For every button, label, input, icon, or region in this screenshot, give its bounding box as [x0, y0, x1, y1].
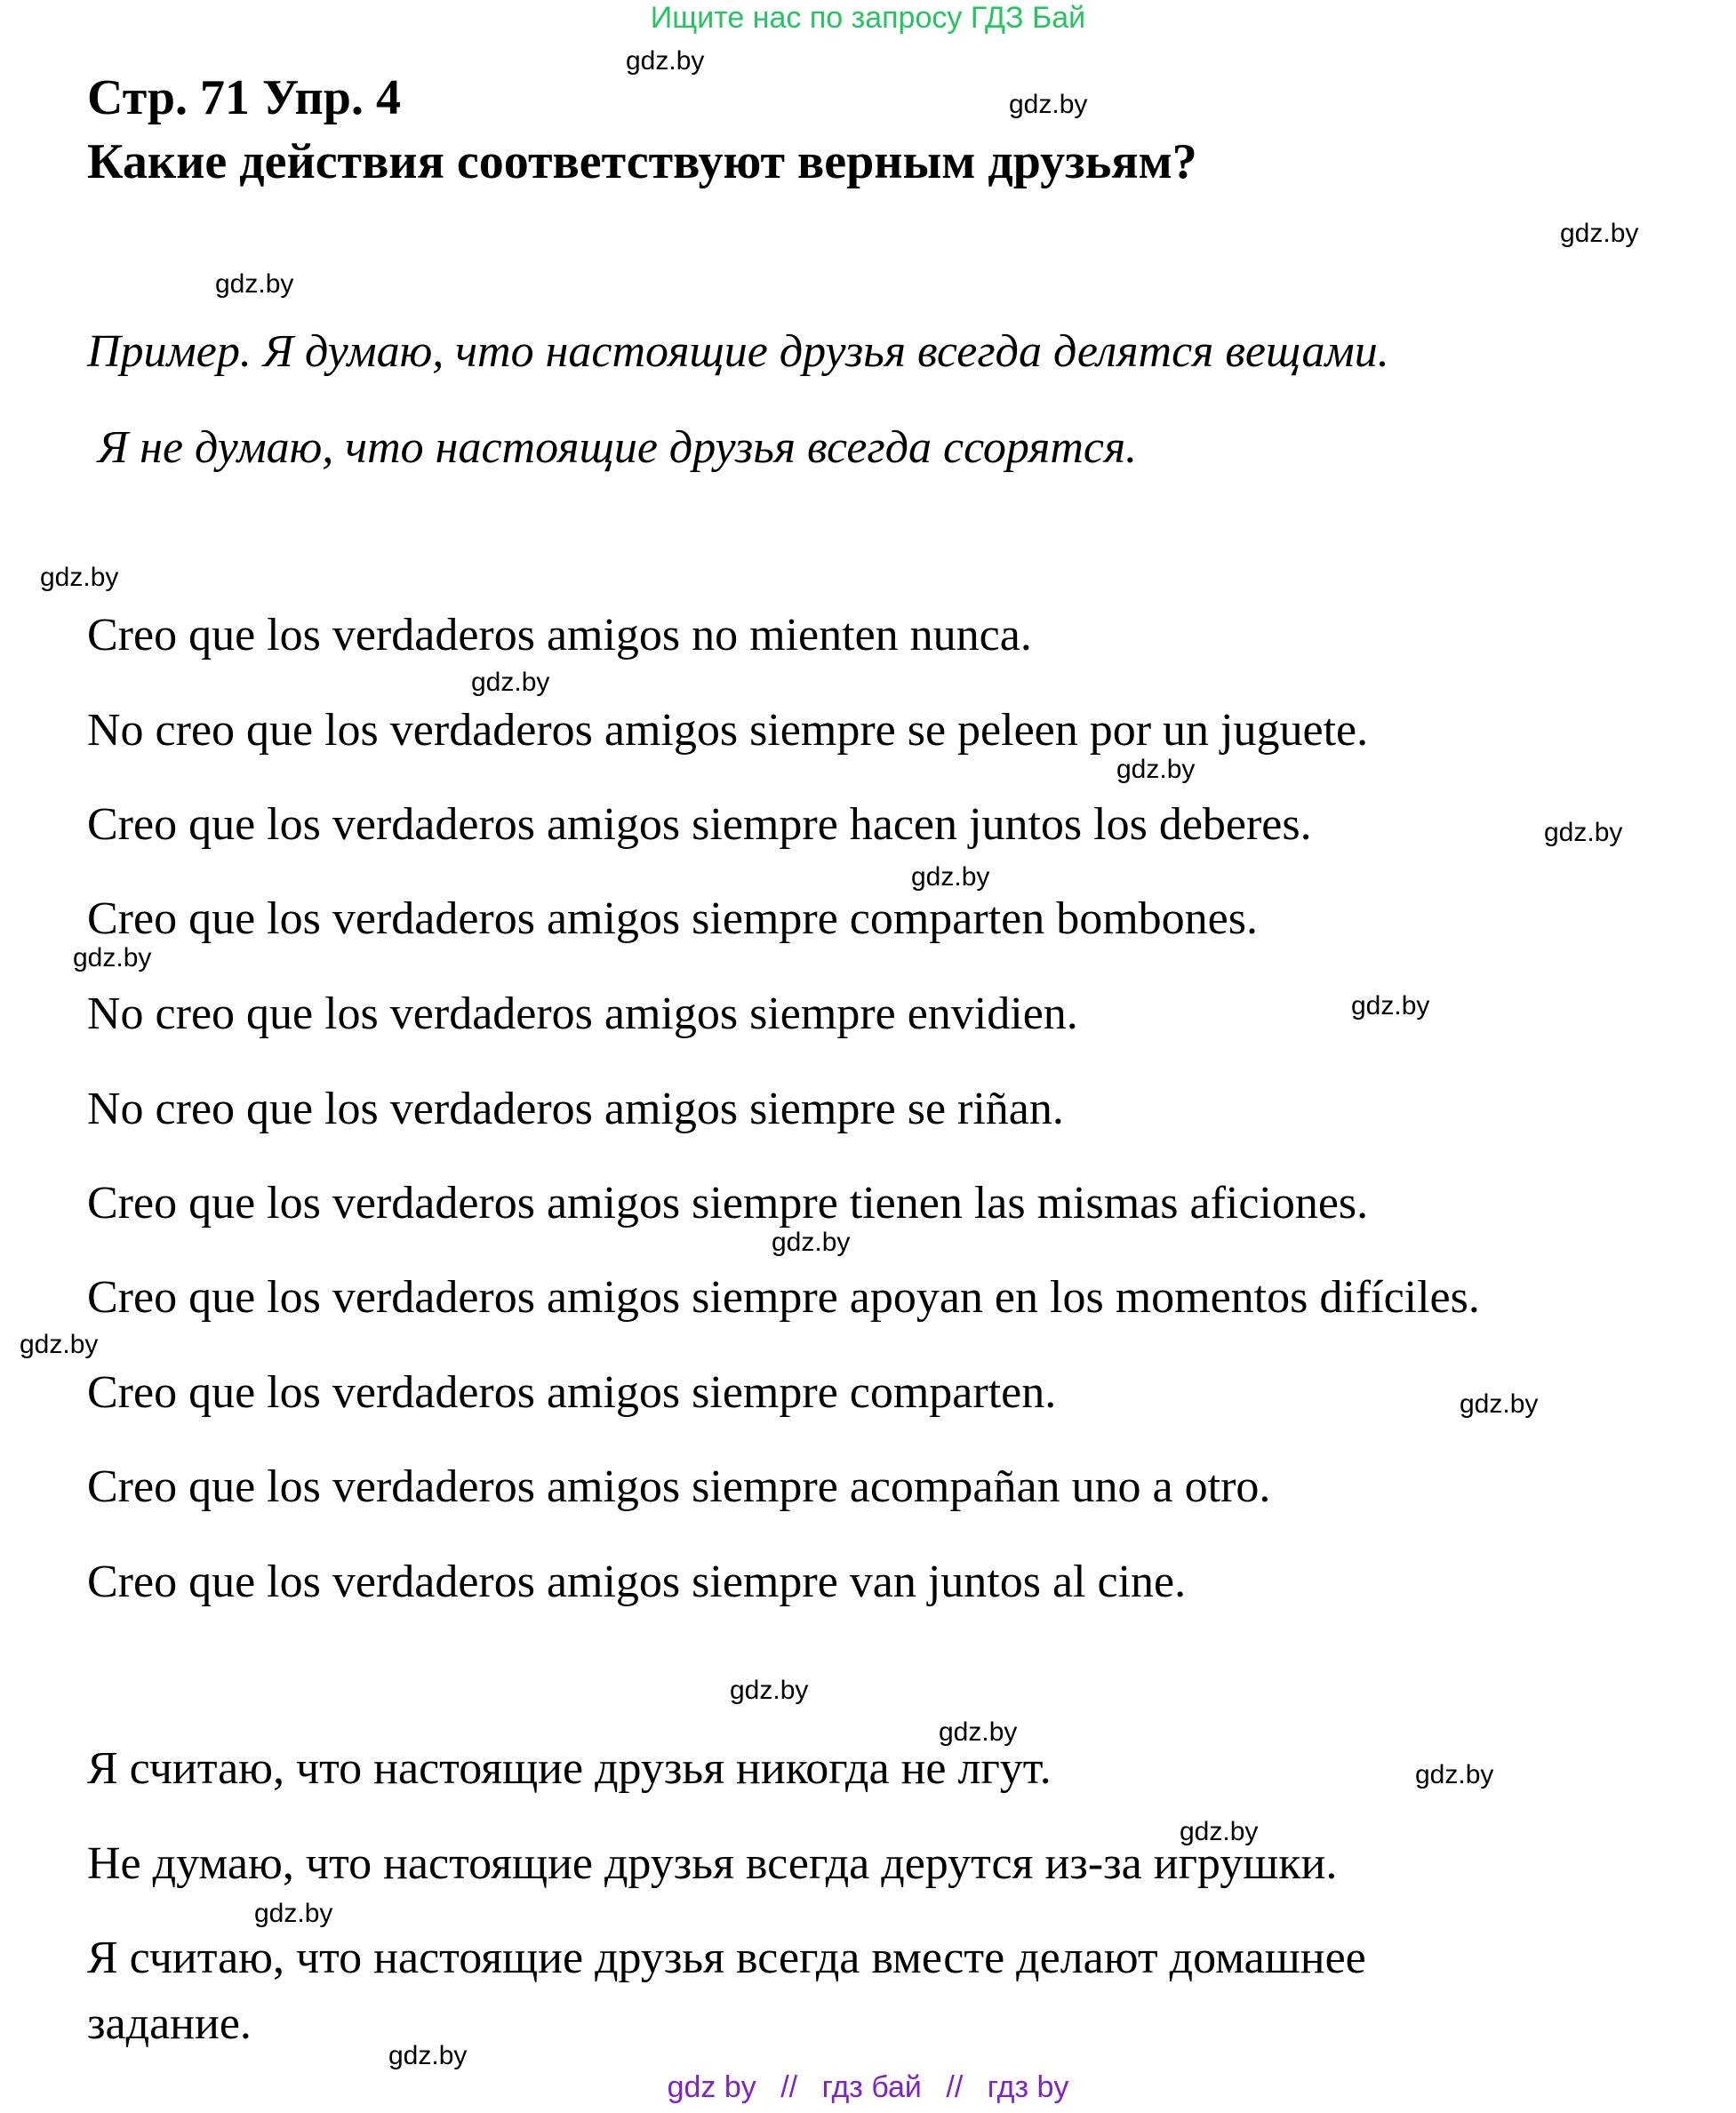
spanish-line-11: Creo que los verdaderos amigos siempre van juntos al cine. — [87, 1557, 1187, 1607]
watermark: gdz.by — [626, 46, 705, 76]
watermark: gdz.by — [730, 1676, 809, 1705]
spanish-line-7: Creo que los verdaderos amigos siempre tienen las mismas aficiones. — [87, 1178, 1369, 1229]
watermark: gdz.by — [939, 1717, 1018, 1747]
watermark: gdz.by — [40, 563, 119, 592]
watermark: gdz.by — [911, 862, 990, 892]
russian-line-2: Не думаю, что настоящие друзья всегда дерутся из-за игрушки. — [87, 1838, 1338, 1889]
spanish-line-10: Creo que los verdaderos amigos siempre acompañan uno a otro. — [87, 1461, 1271, 1512]
watermark: gdz.by — [215, 269, 294, 299]
watermark: gdz.by — [1460, 1389, 1539, 1419]
footer-separator: // — [946, 2070, 964, 2104]
spanish-line-6: No creo que los verdaderos amigos siempre se riñan. — [87, 1084, 1064, 1134]
watermark: gdz.by — [1415, 1760, 1494, 1789]
watermark: gdz.by — [471, 668, 550, 697]
spanish-line-2: No creo que los verdaderos amigos siempre se peleen por un juguete. — [87, 705, 1369, 756]
footer-link-gdz-by[interactable]: gdz by — [667, 2070, 756, 2104]
watermark: gdz.by — [1544, 818, 1623, 847]
footer-links — [0, 2069, 1736, 2105]
watermark: gdz.by — [1351, 991, 1430, 1020]
example-line-2: Я не думаю, что настоящие друзья всегда ссорятся. — [98, 422, 1138, 473]
watermark: gdz.by — [1180, 1817, 1259, 1846]
watermark: gdz.by — [254, 1899, 333, 1928]
watermark: gdz.by — [20, 1330, 99, 1359]
watermark: gdz.by — [388, 2041, 468, 2070]
russian-line-4: задание. — [87, 1998, 252, 2049]
spanish-line-9: Creo que los verdaderos amigos siempre comparten. — [87, 1367, 1057, 1418]
spanish-line-3: Creo que los verdaderos amigos siempre hacen juntos los deberes. — [87, 799, 1312, 850]
spanish-line-4: Creo que los verdaderos amigos siempre comparten bombones. — [87, 893, 1258, 944]
spanish-line-1: Creo que los verdaderos amigos no mienten nunca. — [87, 610, 1032, 660]
top-banner: Ищите нас по запросу ГДЗ Бай — [650, 1, 1086, 35]
watermark: gdz.by — [1009, 90, 1088, 119]
example-line-1: Пример. Я думаю, что настоящие друзья всегда делятся вещами. — [87, 326, 1389, 377]
spanish-line-8: Creo que los verdaderos amigos siempre apoyan en los momentos difíciles. — [87, 1272, 1480, 1323]
spanish-line-5: No creo que los verdaderos amigos siempre envidien. — [87, 988, 1078, 1039]
footer-separator: // — [780, 2070, 798, 2104]
watermark: gdz.by — [1116, 755, 1196, 784]
watermark: gdz.by — [73, 943, 152, 972]
russian-line-3: Я считаю, что настоящие друзья всегда вместе делают домашнее — [87, 1933, 1366, 1983]
footer-link-gdz-by-cyr[interactable]: гдз by — [987, 2070, 1069, 2104]
page-title: Стр. 71 Упр. 4 — [87, 70, 401, 125]
watermark: gdz.by — [772, 1228, 851, 1257]
watermark: gdz.by — [1560, 219, 1639, 248]
russian-line-1: Я считаю, что настоящие друзья никогда не лгут. — [87, 1743, 1052, 1794]
exercise-question: Какие действия соответствуют верным друзьям? — [87, 134, 1197, 189]
footer-link-gdz-bai[interactable]: гдз бай — [821, 2070, 922, 2104]
